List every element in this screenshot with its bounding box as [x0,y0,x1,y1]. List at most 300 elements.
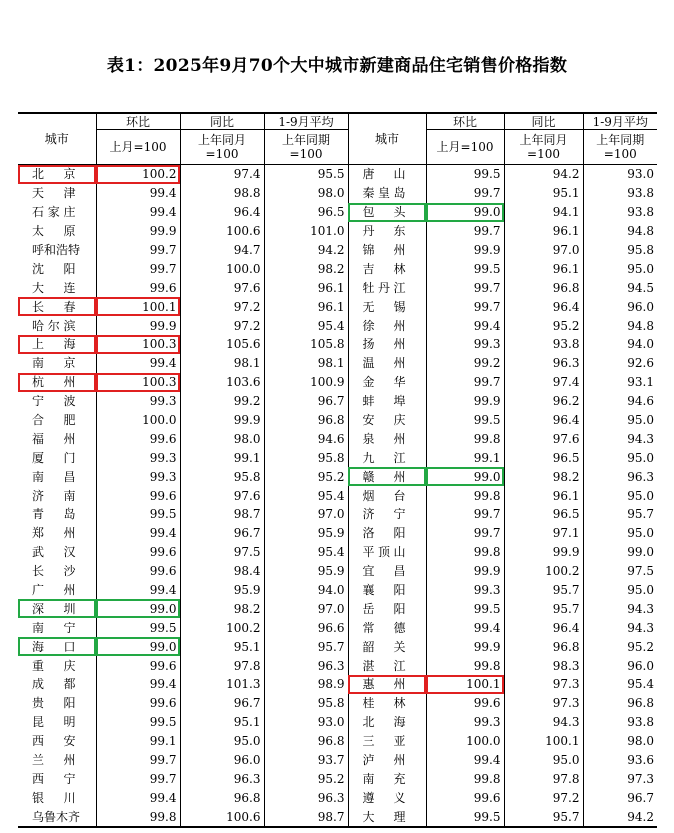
header-yoy-right: 同比 [504,113,583,130]
yoy-value: 97.2 [504,788,583,807]
mom-value: 99.6 [426,694,504,713]
ytd-value: 95.2 [264,467,348,486]
mom-value: 99.4 [96,675,180,694]
yoy-value: 95.9 [180,581,264,600]
city-name: 烟台 [362,488,406,503]
mom-value: 99.7 [96,751,180,770]
mom-value: 100.3 [96,335,180,354]
mom-value: 99.4 [96,581,180,600]
ytd-value: 95.9 [264,562,348,581]
ytd-value: 94.6 [583,392,657,411]
mom-value: 99.0 [426,203,504,222]
city-name: 三亚 [362,734,406,749]
table-title: 表1：2025年9月70个大中城市新建商品住宅销售价格指数 [106,56,568,76]
city-name: 广州 [32,583,76,598]
ytd-value: 96.8 [583,694,657,713]
city-name: 哈尔滨 [32,318,76,333]
ytd-value: 93.7 [264,751,348,770]
yoy-value: 95.0 [180,732,264,751]
ytd-value: 95.0 [583,524,657,543]
city-name: 金华 [362,375,406,390]
ytd-value: 94.2 [264,241,348,260]
yoy-value: 100.2 [180,618,264,637]
yoy-value: 100.6 [180,807,264,827]
table-row [18,732,657,751]
city-name: 济南 [32,488,76,503]
yoy-value: 96.3 [504,354,583,373]
header-mom-base-left: 上月=100 [96,130,180,165]
city-name: 西宁 [32,771,76,786]
table-row [18,278,657,297]
ytd-value: 95.4 [264,486,348,505]
yoy-value: 97.0 [504,241,583,260]
table-row [18,316,657,335]
yoy-value: 97.3 [504,694,583,713]
mom-value: 99.3 [96,448,180,467]
yoy-value: 95.7 [504,599,583,618]
yoy-value: 96.4 [180,203,264,222]
mom-value: 99.5 [426,165,504,184]
mom-value: 99.9 [426,392,504,411]
table-row [18,751,657,770]
mom-value: 100.2 [96,165,180,184]
ytd-value: 95.0 [583,448,657,467]
ytd-value: 98.7 [264,807,348,827]
city-name: 岳阳 [362,601,406,616]
mom-value: 100.0 [426,732,504,751]
table-row [18,373,657,392]
table-body [18,165,657,828]
yoy-value: 95.1 [180,637,264,656]
city-name: 泉州 [362,431,406,446]
mom-value: 99.3 [426,335,504,354]
ytd-value: 96.5 [264,203,348,222]
mom-value: 99.3 [426,581,504,600]
ytd-value: 96.8 [264,732,348,751]
yoy-value: 100.0 [180,259,264,278]
ytd-value: 93.1 [583,373,657,392]
yoy-value: 100.2 [504,562,583,581]
mom-value: 99.6 [96,562,180,581]
yoy-value: 98.8 [180,184,264,203]
yoy-value: 96.8 [504,637,583,656]
city-name: 厦门 [32,450,76,465]
price-index-table [18,112,657,828]
table-row [18,165,657,184]
city-name: 扬州 [362,337,406,352]
table-row [18,788,657,807]
mom-value: 99.7 [426,524,504,543]
mom-value: 99.5 [426,259,504,278]
mom-value: 99.5 [96,618,180,637]
header-ytd-base-right: 上年同期 =100 [583,130,657,165]
mom-value: 99.5 [426,807,504,827]
mom-value: 100.1 [426,675,504,694]
ytd-value: 96.7 [264,392,348,411]
mom-value: 99.4 [96,184,180,203]
yoy-value: 98.1 [180,354,264,373]
yoy-value: 97.5 [180,543,264,562]
city-name: 武汉 [32,545,76,560]
city-name: 湛江 [362,658,406,673]
ytd-value: 95.0 [583,581,657,600]
ytd-value: 94.2 [583,807,657,827]
header-yoy-base-right: 上年同月 =100 [504,130,583,165]
ytd-value: 96.0 [583,297,657,316]
city-name: 徐州 [362,318,406,333]
ytd-value: 97.0 [264,505,348,524]
mom-value: 99.7 [96,241,180,260]
ytd-value: 97.0 [264,599,348,618]
yoy-value: 100.1 [504,732,583,751]
table-row [18,259,657,278]
ytd-value: 94.0 [583,335,657,354]
ytd-value: 100.9 [264,373,348,392]
ytd-value: 101.0 [264,222,348,241]
table-row [18,467,657,486]
ytd-value: 105.8 [264,335,348,354]
table-row [18,429,657,448]
yoy-value: 96.3 [180,770,264,789]
mom-value: 99.7 [426,505,504,524]
mom-value: 99.6 [96,656,180,675]
city-name: 太原 [32,224,76,239]
city-name: 重庆 [32,658,76,673]
yoy-value: 98.2 [504,467,583,486]
yoy-value: 101.3 [180,675,264,694]
ytd-value: 92.6 [583,354,657,373]
yoy-value: 96.4 [504,618,583,637]
city-name: 南京 [32,356,76,371]
city-name: 平顶山 [362,545,406,560]
mom-value: 99.7 [426,222,504,241]
header-mom-right: 环比 [426,113,504,130]
yoy-value: 96.4 [504,297,583,316]
ytd-value: 93.8 [583,203,657,222]
yoy-value: 96.5 [504,448,583,467]
header-city-left: 城市 [18,113,96,165]
table-row [18,694,657,713]
city-name: 大连 [32,280,76,295]
city-name: 兰州 [32,753,76,768]
yoy-value: 97.2 [180,297,264,316]
ytd-value: 93.0 [583,165,657,184]
mom-value: 99.3 [96,392,180,411]
table-row [18,222,657,241]
ytd-value: 96.1 [264,278,348,297]
yoy-value: 95.1 [504,184,583,203]
city-name: 包头 [348,203,426,222]
mom-value: 99.8 [426,429,504,448]
yoy-value: 100.6 [180,222,264,241]
table-row [18,486,657,505]
yoy-value: 97.3 [504,675,583,694]
ytd-value: 94.3 [583,599,657,618]
mom-value: 99.9 [426,241,504,260]
yoy-value: 97.6 [180,278,264,297]
mom-value: 99.6 [96,543,180,562]
ytd-value: 93.6 [583,751,657,770]
mom-value: 99.8 [426,486,504,505]
header-mom-base-right: 上月=100 [426,130,504,165]
city-name: 吉林 [362,261,406,276]
city-name: 襄阳 [362,583,406,598]
mom-value: 99.8 [426,656,504,675]
city-name: 乌鲁木齐 [18,807,96,827]
city-name: 长春 [18,297,96,316]
yoy-value: 98.0 [180,429,264,448]
yoy-value: 98.2 [180,599,264,618]
yoy-value: 96.1 [504,259,583,278]
yoy-value: 97.4 [180,165,264,184]
yoy-value: 97.8 [504,770,583,789]
yoy-value: 98.4 [180,562,264,581]
yoy-value: 96.7 [180,524,264,543]
yoy-value: 96.1 [504,486,583,505]
table-row [18,543,657,562]
ytd-value: 94.3 [583,429,657,448]
yoy-value: 96.8 [180,788,264,807]
ytd-value: 96.8 [264,411,348,430]
header-yoy-left: 同比 [180,113,264,130]
city-name: 沈阳 [32,261,76,276]
mom-value: 99.0 [96,637,180,656]
city-name: 长沙 [32,564,76,579]
ytd-value: 94.0 [264,581,348,600]
city-name: 上海 [18,335,96,354]
table-row [18,524,657,543]
mom-value: 99.9 [426,637,504,656]
city-name: 济宁 [362,507,406,522]
city-name: 无锡 [362,299,406,314]
city-name: 韶关 [362,639,406,654]
ytd-value: 93.0 [264,713,348,732]
table-row [18,599,657,618]
mom-value: 99.1 [426,448,504,467]
city-name: 蚌埠 [362,394,406,409]
ytd-value: 95.5 [264,165,348,184]
city-name: 锦州 [362,243,406,257]
table-row [18,241,657,260]
ytd-value: 96.3 [264,788,348,807]
ytd-value: 95.9 [264,524,348,543]
mom-value: 99.3 [96,467,180,486]
mom-value: 99.7 [96,259,180,278]
mom-value: 99.6 [96,429,180,448]
mom-value: 99.4 [96,203,180,222]
mom-value: 99.7 [96,770,180,789]
city-name: 北京 [18,165,96,184]
ytd-value: 96.3 [583,467,657,486]
ytd-value: 95.8 [264,694,348,713]
mom-value: 99.8 [96,807,180,827]
city-name: 深圳 [18,599,96,618]
ytd-value: 95.7 [264,637,348,656]
table-row [18,675,657,694]
table-row [18,581,657,600]
city-name: 贵阳 [32,696,76,711]
table-row [18,656,657,675]
city-name: 洛阳 [362,526,406,541]
ytd-value: 93.8 [583,713,657,732]
mom-value: 99.5 [426,411,504,430]
city-name: 石家庄 [32,205,76,220]
mom-value: 99.9 [96,222,180,241]
city-name: 唐山 [362,167,406,182]
city-name: 常德 [362,620,406,635]
ytd-value: 95.2 [583,637,657,656]
mom-value: 99.4 [96,354,180,373]
mom-value: 99.7 [426,373,504,392]
yoy-value: 96.0 [180,751,264,770]
yoy-value: 96.1 [504,222,583,241]
city-name: 赣州 [348,467,426,486]
mom-value: 99.4 [96,524,180,543]
ytd-value: 96.6 [264,618,348,637]
city-name: 宁波 [32,394,76,409]
yoy-value: 99.1 [180,448,264,467]
table-row [18,637,657,656]
yoy-value: 99.2 [180,392,264,411]
table-row [18,618,657,637]
city-name: 合肥 [32,413,76,428]
ytd-value: 95.4 [264,316,348,335]
city-name: 惠州 [348,675,426,694]
mom-value: 99.4 [96,788,180,807]
ytd-value: 94.3 [583,618,657,637]
city-name: 北海 [362,715,406,730]
ytd-value: 96.3 [264,656,348,675]
mom-value: 99.7 [426,297,504,316]
city-name: 昆明 [32,715,76,730]
city-name: 桂林 [362,696,406,711]
city-name: 遵义 [362,790,406,805]
ytd-value: 95.7 [583,505,657,524]
ytd-value: 96.0 [583,656,657,675]
yoy-value: 95.1 [180,713,264,732]
city-name: 海口 [18,637,96,656]
ytd-value: 94.8 [583,316,657,335]
header-ytd-base-left: 上年同期 =100 [264,130,348,165]
yoy-value: 96.8 [504,278,583,297]
city-name: 秦皇岛 [362,186,406,201]
yoy-value: 95.2 [504,316,583,335]
ytd-value: 99.0 [583,543,657,562]
city-name: 温州 [362,356,406,371]
ytd-value: 97.5 [583,562,657,581]
ytd-value: 95.4 [264,543,348,562]
yoy-value: 97.6 [504,429,583,448]
city-name: 牡丹江 [362,280,406,295]
city-name: 宜昌 [362,564,406,579]
ytd-value: 95.0 [583,486,657,505]
yoy-value: 103.6 [180,373,264,392]
yoy-value: 94.3 [504,713,583,732]
city-name: 郑州 [32,526,76,541]
ytd-value: 95.8 [583,241,657,260]
mom-value: 99.0 [96,599,180,618]
ytd-value: 95.8 [264,448,348,467]
header-city-right: 城市 [348,113,426,165]
table-row [18,411,657,430]
table-row [18,448,657,467]
mom-value: 100.1 [96,297,180,316]
mom-value: 99.5 [96,505,180,524]
yoy-value: 95.7 [504,581,583,600]
mom-value: 99.5 [426,599,504,618]
header-ytd-right: 1-9月平均 [583,113,657,130]
city-name: 西安 [32,734,76,749]
mom-value: 99.8 [426,543,504,562]
mom-value: 99.7 [426,184,504,203]
city-name: 银川 [32,790,76,805]
mom-value: 100.3 [96,373,180,392]
ytd-value: 97.3 [583,770,657,789]
ytd-value: 98.0 [264,184,348,203]
ytd-value: 94.6 [264,429,348,448]
city-name: 天津 [32,186,76,201]
table-row [18,713,657,732]
mom-value: 99.4 [426,618,504,637]
city-name: 南宁 [32,620,76,635]
yoy-value: 97.6 [180,486,264,505]
mom-value: 99.4 [426,316,504,335]
table-row [18,335,657,354]
mom-value: 99.1 [96,732,180,751]
yoy-value: 95.8 [180,467,264,486]
mom-value: 99.4 [426,751,504,770]
ytd-value: 94.8 [583,222,657,241]
ytd-value: 98.1 [264,354,348,373]
mom-value: 99.5 [96,713,180,732]
mom-value: 99.0 [426,467,504,486]
yoy-value: 98.7 [180,505,264,524]
mom-value: 99.3 [426,713,504,732]
yoy-value: 93.8 [504,335,583,354]
header-mom-left: 环比 [96,113,180,130]
city-name: 呼和浩特 [32,243,81,257]
yoy-value: 97.4 [504,373,583,392]
yoy-value: 94.1 [504,203,583,222]
ytd-value: 93.8 [583,184,657,203]
yoy-value: 96.4 [504,411,583,430]
table-row [18,184,657,203]
mom-value: 100.0 [96,411,180,430]
table-row [18,807,657,827]
mom-value: 99.2 [426,354,504,373]
yoy-value: 97.2 [180,316,264,335]
yoy-value: 96.2 [504,392,583,411]
mom-value: 99.6 [96,694,180,713]
yoy-value: 96.7 [180,694,264,713]
ytd-value: 95.2 [264,770,348,789]
city-name: 福州 [32,431,76,446]
city-name: 安庆 [362,413,406,428]
mom-value: 99.6 [96,486,180,505]
yoy-value: 99.9 [504,543,583,562]
city-name: 南昌 [32,469,76,484]
ytd-value: 98.2 [264,259,348,278]
mom-value: 99.6 [96,278,180,297]
table-row [18,392,657,411]
mom-value: 99.8 [426,770,504,789]
table-row [18,297,657,316]
yoy-value: 99.9 [180,411,264,430]
city-name: 九江 [362,450,406,465]
yoy-value: 98.3 [504,656,583,675]
table-row [18,505,657,524]
city-name: 成都 [32,677,76,692]
